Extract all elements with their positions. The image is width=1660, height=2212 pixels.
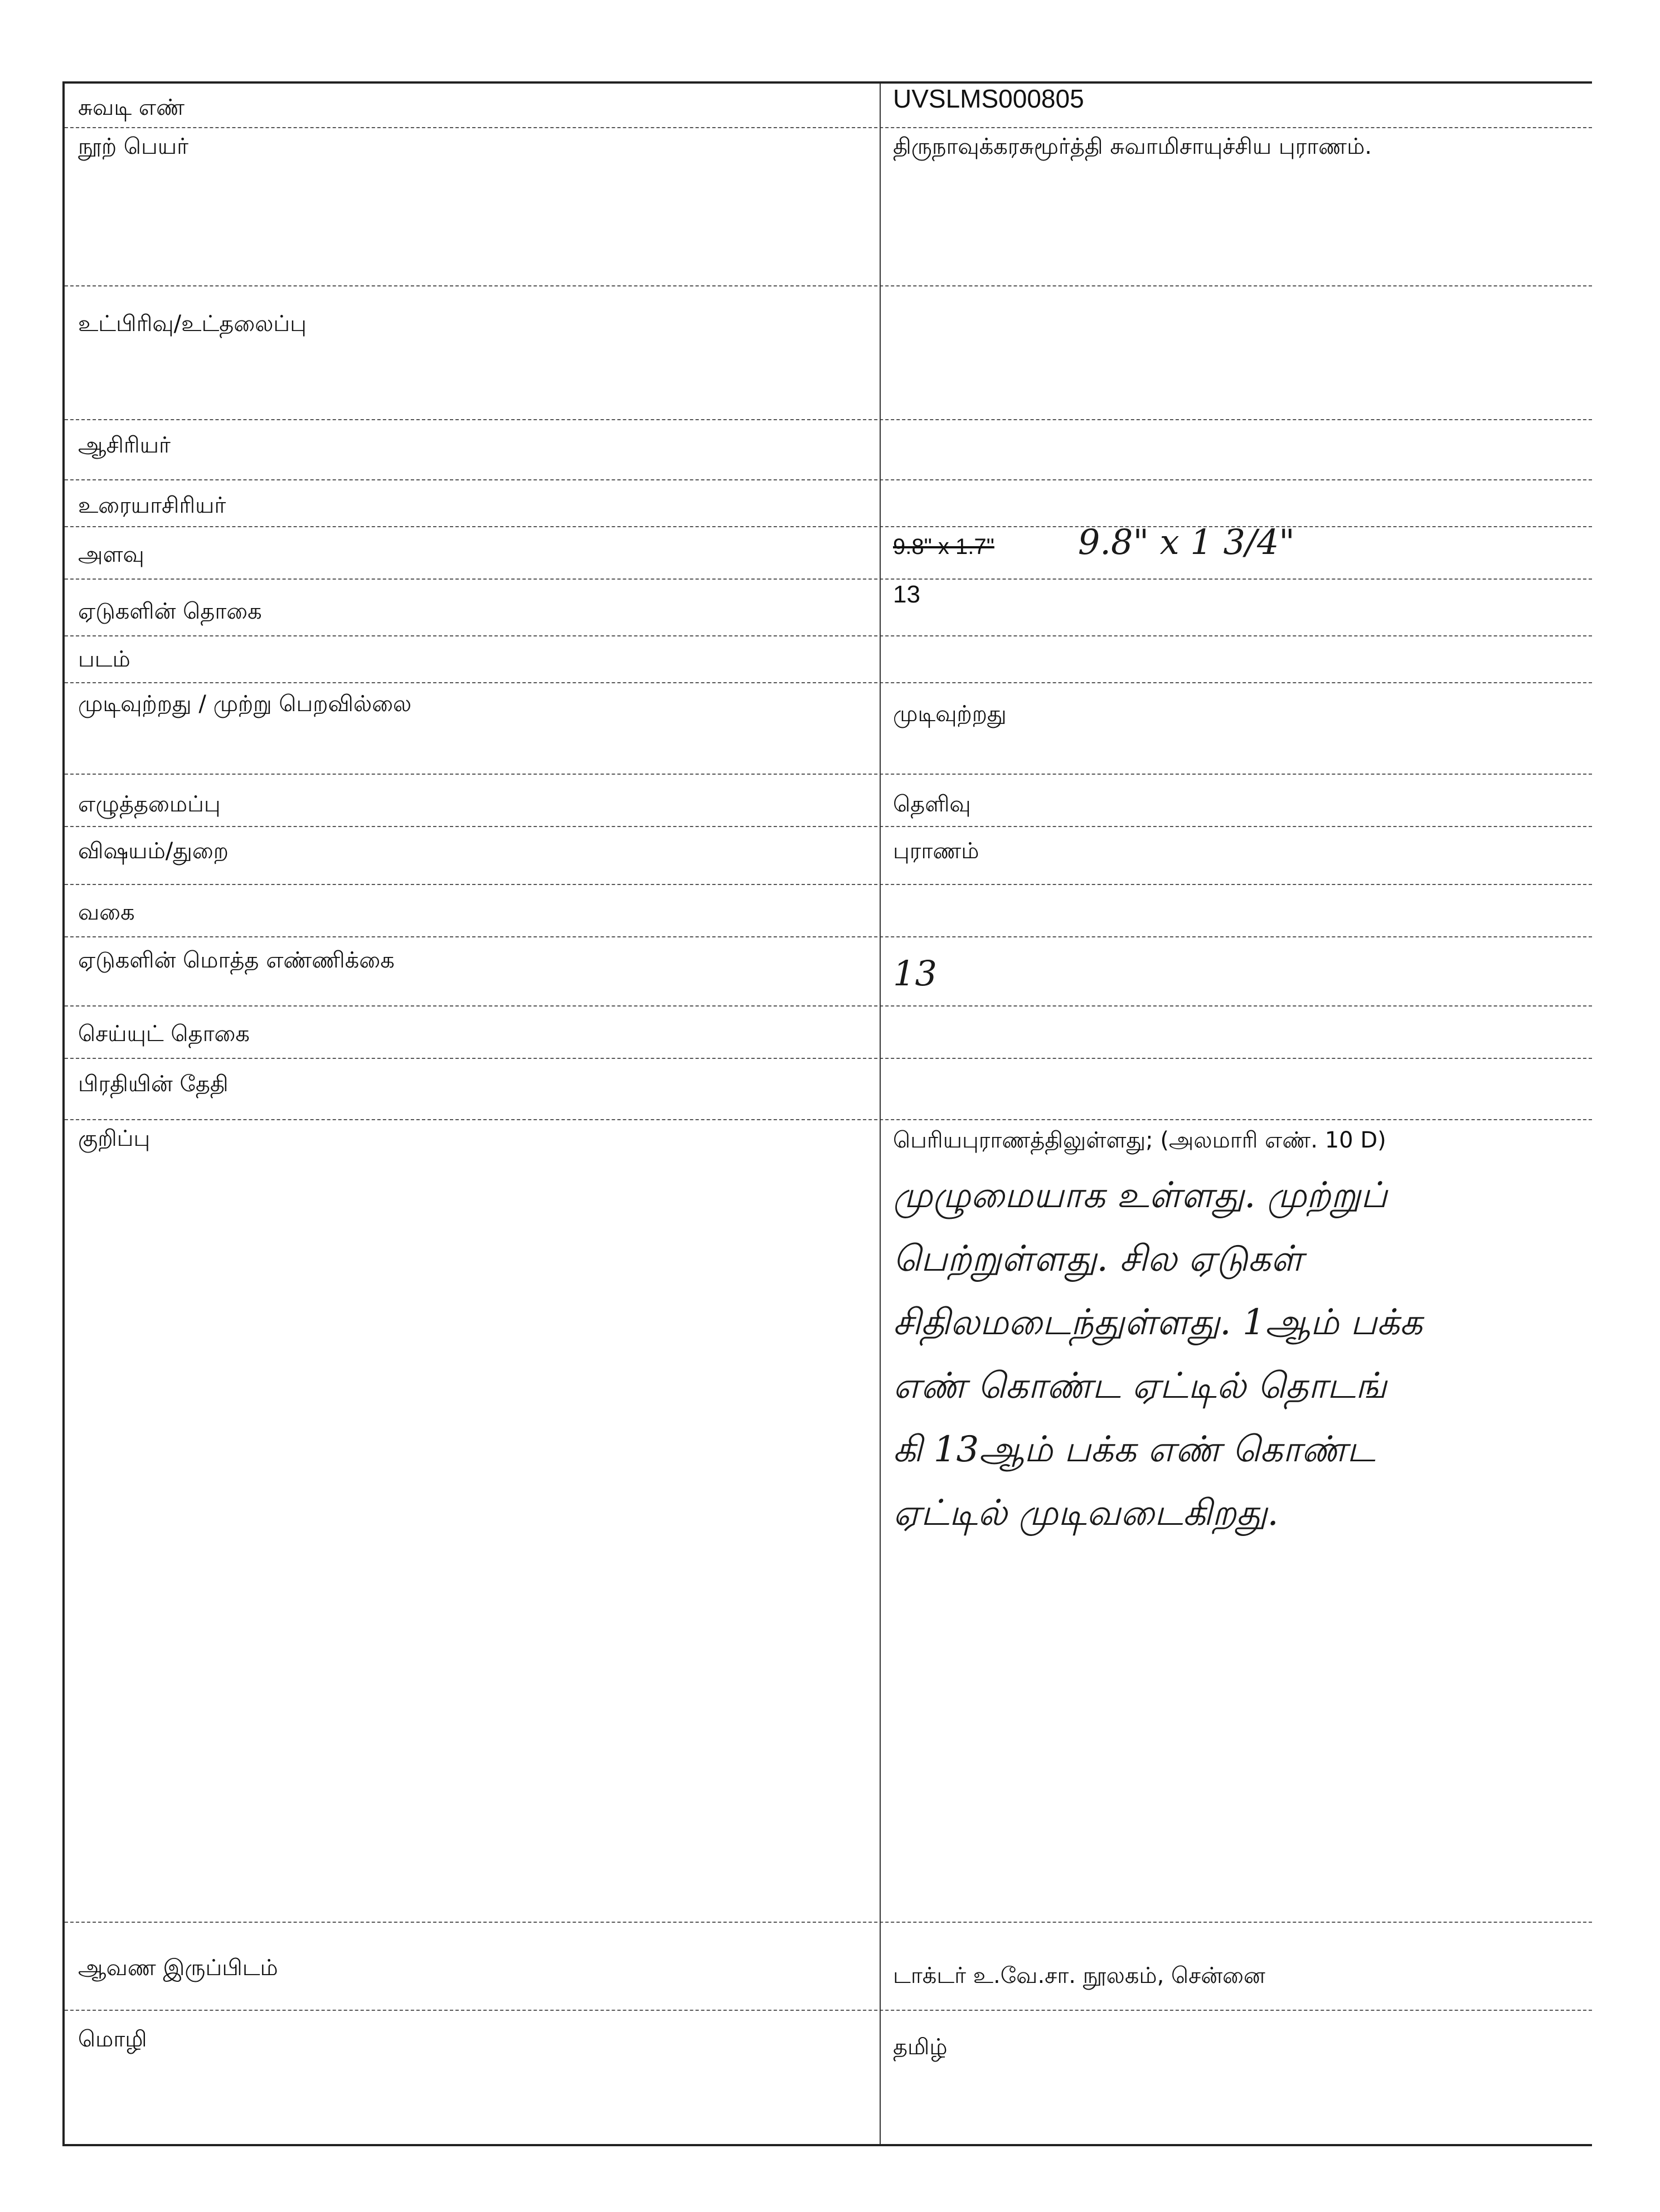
- handwritten-note-line: பெற்றுள்ளது. சில ஏடுகள்: [893, 1238, 1303, 1280]
- record-row-completion: [65, 683, 1592, 775]
- field-label: ஏடுகளின் மொத்த எண்ணிக்கை: [78, 947, 395, 973]
- field-value: [893, 527, 1590, 562]
- field-value: தமிழ்: [893, 2034, 948, 2060]
- struck-size-value: 9.8" x 1.7": [893, 534, 994, 559]
- handwritten-size-value: 9.8" x 1 3/4": [1077, 527, 1295, 562]
- field-label: செய்யுட் தொகை: [78, 1021, 250, 1047]
- record-row-subject: [65, 827, 1592, 885]
- field-value: டாக்டர் உ.வே.சா. நூலகம், சென்னை: [893, 1963, 1265, 1989]
- handwritten-note-line: ஏட்டில் முடிவடைகிறது.: [893, 1493, 1279, 1534]
- field-label: படம்: [78, 646, 130, 672]
- manuscript-record-table: [62, 81, 1592, 2146]
- handwritten-note-line: எண் கொண்ட ஏட்டில் தொடங்: [893, 1365, 1387, 1407]
- field-label: உரையாசிரியர்: [78, 493, 226, 518]
- record-row-notes: [65, 1120, 1592, 1923]
- field-label: ஏடுகளின் தொகை: [78, 599, 262, 624]
- field-value: திருநாவுக்கரசுமூர்த்தி சுவாமிசாயுச்சிய புராணம்.: [893, 134, 1372, 159]
- field-label: உட்பிரிவு/உட்தலைப்பு: [78, 311, 307, 337]
- field-label: எழுத்தமைப்பு: [78, 791, 221, 817]
- record-row-copy-date: [65, 1059, 1592, 1120]
- record-row-manuscript-number: [65, 84, 1592, 128]
- field-label: ஆசிரியர்: [78, 432, 171, 458]
- field-value: 13: [893, 581, 920, 608]
- handwritten-note: [893, 1164, 1590, 1545]
- record-row-subtitle: [65, 286, 1592, 420]
- record-row-illustration: [65, 636, 1592, 683]
- field-label: மொழி: [78, 2026, 147, 2052]
- record-row-script-quality: [65, 775, 1592, 827]
- field-label: விஷயம்/துறை: [78, 838, 229, 864]
- record-row-verse-count: [65, 1007, 1592, 1059]
- record-row-category: [65, 885, 1592, 937]
- handwritten-note-line: சிதிலமடைந்துள்ளது. 1ஆம் பக்க: [893, 1302, 1423, 1343]
- field-value: முடிவுற்றது: [893, 701, 1007, 727]
- field-value: தெளிவு: [893, 791, 971, 817]
- field-label: ஆவண இருப்பிடம்: [78, 1955, 278, 1981]
- record-row-language: [65, 2011, 1592, 2146]
- record-row-total-leaves: [65, 937, 1592, 1007]
- field-label: வகை: [78, 900, 135, 925]
- record-row-size: [65, 527, 1592, 580]
- field-label: சுவடி எண்: [78, 95, 185, 120]
- field-value: புராணம்: [893, 838, 979, 864]
- field-label: முடிவுற்றது / முற்று பெறவில்லை: [78, 691, 412, 717]
- record-row-author: [65, 420, 1592, 480]
- handwritten-note-line: முழுமையாக உள்ளது. முற்றுப்: [893, 1175, 1387, 1216]
- field-label: நூற் பெயர்: [78, 134, 189, 159]
- record-row-repository: [65, 1923, 1592, 2011]
- record-row-title: [65, 128, 1592, 286]
- record-row-commentator: [65, 480, 1592, 527]
- handwritten-note-line: கி 13ஆம் பக்க எண் கொண்ட: [893, 1429, 1376, 1470]
- record-row-leaf-count: [65, 580, 1592, 636]
- field-label: அளவு: [78, 542, 144, 567]
- field-label: பிரதியின் தேதி: [78, 1071, 229, 1097]
- handwritten-total-leaves: 13: [893, 954, 937, 993]
- field-value: UVSLMS000805: [893, 84, 1084, 113]
- printed-note: பெரியபுராணத்திலுள்ளது; (அலமாரி எண். 10 D): [893, 1127, 1386, 1153]
- field-label: குறிப்பு: [78, 1126, 151, 1151]
